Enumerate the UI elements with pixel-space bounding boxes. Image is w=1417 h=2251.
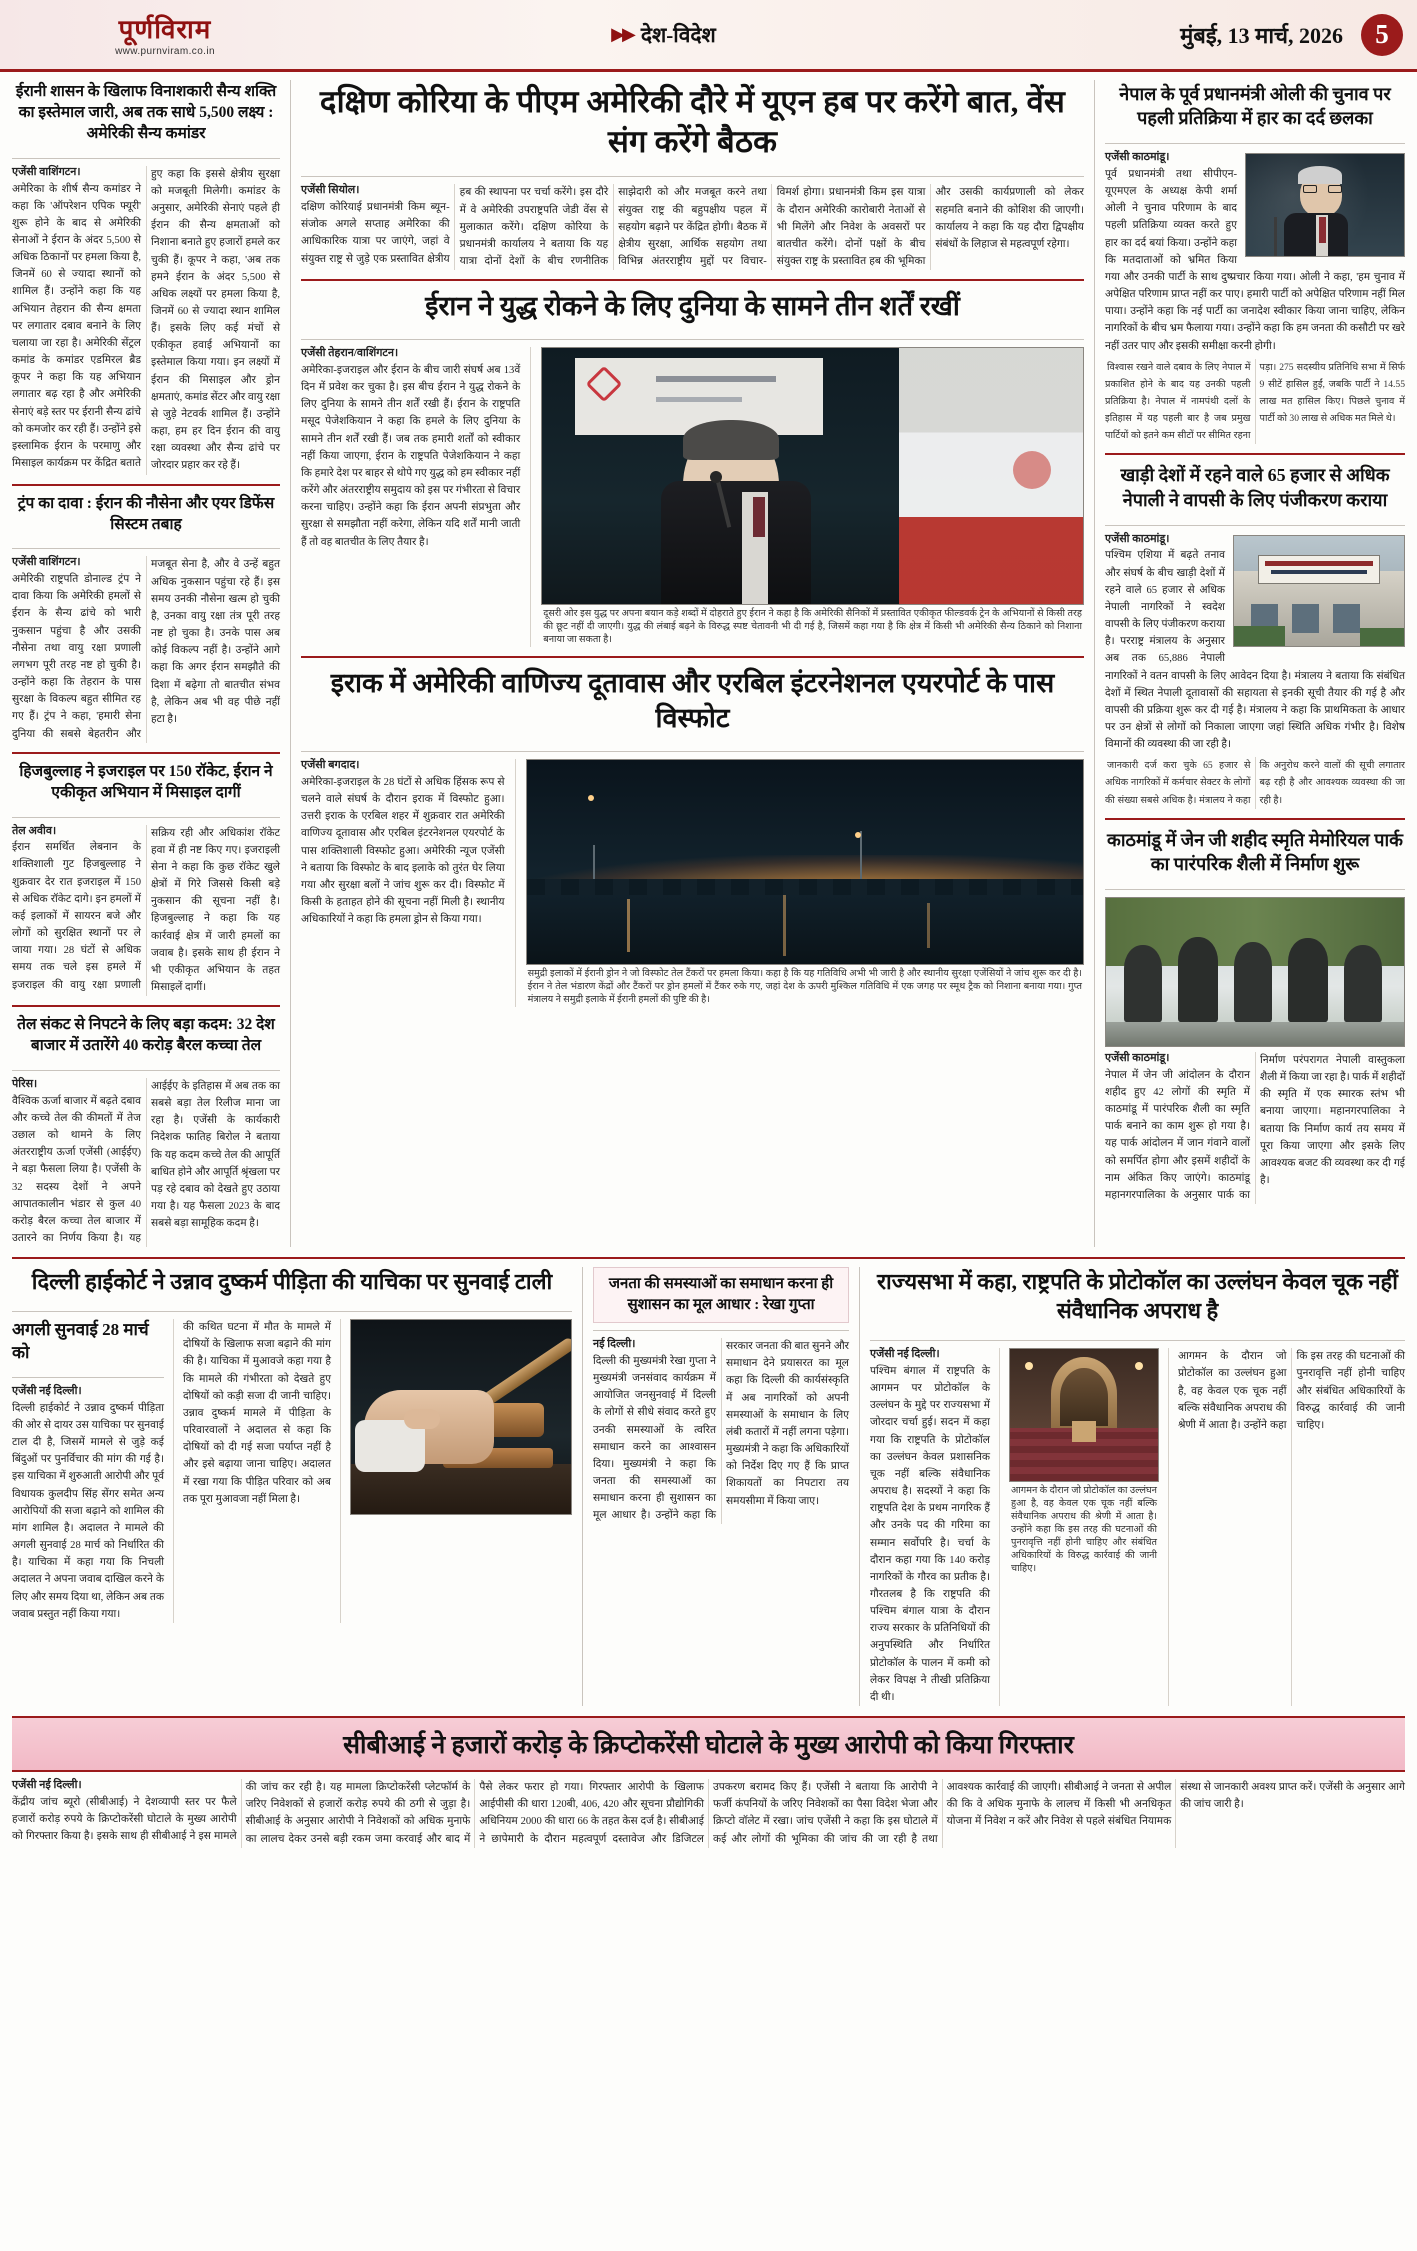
- body-text: पूर्व प्रधानमंत्री तथा सीपीएन-यूएमएल के अध्यक्ष केपी शर्मा ओली ने चुनाव परिणाम के बाद पहली प्रतिक्रिया व्यक्त करते हुए हार का दर्द बयां किया। उन्होंने कहा कि मतदाताओं को भ्रमित किया गया और उनकी पार्टी के साथ दुष्प्रचार किया गया। ओली ने कहा, 'हम चुनाव में अपेक्षित परिणाम प्राप्त नहीं कर पाए। हमारी पार्टी को अपेक्षित परिणाम नहीं मिल पाया। उन्होंने कहा कि नई पार्टी का जनादेश स्वीकार किया जाना चाहिए, लेकिन नागरिकों के बीच भ्रम फैलाया गया। उन्होंने कहा कि हम जनता की कसौटी पर खरे नहीं उतर पाए और इसकी समीक्षा करनी होगी।: [1105, 168, 1405, 352]
- quote-text: जनता की समस्याओं का समाधान करना ही सुशासन का मूल आधार : रेखा गुप्ता: [608, 1276, 834, 1314]
- lead-headline: दक्षिण कोरिया के पीएम अमेरिकी दौरे में यूएन हब पर करेंगे बात, वेंस संग करेंगे बैठक: [319, 84, 1066, 159]
- newspaper-website: www.purnviram.co.in: [115, 45, 215, 57]
- article-delhi-hc: [12, 1267, 572, 1706]
- headline: तेल संकट से निपटने के लिए बड़ा कदम: 32 देश बाजार में उतारेंगे 40 करोड़ बैरल कच्चा तेल: [17, 1016, 275, 1055]
- masthead-meta: [997, 0, 1417, 69]
- agency-dateline: पेरिस।: [12, 1077, 38, 1090]
- section-title: देश-विदेश: [640, 22, 716, 47]
- headline: दिल्ली हाईकोर्ट ने उन्नाव दुष्कर्म पीड़िता की याचिका पर सुनवाई टाली: [31, 1269, 553, 1295]
- photo-caption: विश्वास रखने वाले दबाव के लिए नेपाल में प्रकाशित होने के बाद यह उनकी पहली प्रतिक्रिया है। नेपाल में नामपंथी दलों के इतिहास में यह पहली बार है जब प्रमुख पार्टियों को इतने कम सीटों पर सीमित रहना पड़ा। 275 सदस्यीय प्रतिनिधि सभा में सिर्फ 9 सीटें हासिल हुईं, जबकि पार्टी ने 14.55 लाख मत हासिल किए। पिछले चुनाव में पार्टी को 30 लाख से अधिक मत मिले थे।: [1105, 361, 1405, 442]
- headline: ट्रंप का दावा : ईरान की नौसेना और एयर डिफेंस सिस्टम तबाह: [17, 494, 275, 533]
- article-body-left: [301, 347, 520, 647]
- photo-night-explosion: [526, 759, 1084, 965]
- banner-article-body: [12, 1772, 1405, 1848]
- article-body: [12, 1078, 280, 1247]
- headline: काठमांडू में जेन जी शहीद स्मृति मेमोरियल पार्क का पारंपरिक शैली में निर्माण शुरू: [1107, 829, 1403, 874]
- body-text: अमेरिका-इजराइल और ईरान के बीच जारी संघर्ष अब 13वें दिन में प्रवेश कर चुका है। इस बीच ईरान ने युद्ध रोकने के लिए दुनिया के सामने तीन शर्तें रखी हैं। ईरान के राष्ट्रपति मसूद पेजेशकियान ने कहा कि हमले के लिए दुनिया के सामने तीन शर्तें रखी हैं। जब तक हमारी शर्तों को स्वीकार नहीं किया जाएगा, ईरान के राष्ट्रपति पेजेशकियान ने कहा कि हमारे देश पर बाहर से थोपे गए युद्ध को हम स्वीकार नहीं करेंगे और अंतरराष्ट्रीय समुदाय को इस पर गंभीरता से विचार करना चाहिए। उन्होंने कहा कि ईरान अपनी संप्रभुता और सुरक्षा से समझौता नहीं करेगा, लेकिन यदि शर्तें मानी जाती हैं तो वह बातचीत के लिए तैयार है।: [301, 364, 521, 548]
- banner-cbi-crypto: [12, 1716, 1405, 1772]
- photo-caption: दूसरी ओर इस युद्ध पर अपना बयान कड़े शब्दों में दोहराते हुए ईरान ने कहा है कि अमेरिकी सैनिकों में प्रस्तावित एकीकृत फील्डवर्क ट्रेन के अभियानों से किसी तरह की छूट नहीं दी जाएगी। युद्ध की लंबाई बढ़ने के विरुद्ध स्पष्ट चेतावनी भी दी गई है, जिसमें कहा गया है कि क्षेत्र में किसी भी अमेरिकी सैन्य ठिकाने को निशाना बनाया जा सकता है।: [543, 608, 1082, 646]
- top-section: [12, 80, 1405, 1247]
- page-number-badge: 5: [1361, 14, 1403, 56]
- article-body-left: [301, 759, 505, 1007]
- banner-headline: सीबीआई ने हजारों करोड़ के क्रिप्टोकरेंसी घोटाले के मुख्य आरोपी को किया गिरफ्तार: [343, 1732, 1074, 1760]
- article-body-left: [12, 1319, 164, 1623]
- body-text: ईरान समर्थित लेबनान के शक्तिशाली गुट हिजबुल्लाह ने शुक्रवार देर रात इजराइल में 150 से अधिक रॉकेट दागे। इन हमलों में कई इलाकों में सायरन बजे और लोगों को सुरक्षित स्थानों पर ले जाया गया। 28 घंटों से अधिक समय तक चले इस हमले में इजराइल की वायु रक्षा प्रणाली सक्रिय रही और अधिकांश रॉकेट हवा में ही नष्ट किए गए। इजराइली सेना ने कहा कि कुछ रॉकेट खुले क्षेत्रों में गिरे जिससे किसी बड़े नुकसान की सूचना नहीं है। हिजबुल्लाह ने कहा कि यह कार्रवाई क्षेत्र में जारी हमलों का जवाब है। इसके साथ ही ईरान ने भी एकीकृत अभियान के तहत मिसाइलें दागीं।: [12, 827, 280, 993]
- photo-block: [526, 759, 1084, 1007]
- bottom-section: [12, 1267, 1405, 1706]
- agency-dateline: एजेंसी नई दिल्ली।: [870, 1348, 940, 1361]
- photo-caption: जानकारी दर्ज करा चुके 65 हजार से अधिक नागरिकों में कर्मचार सेक्टर के लोगों की संख्या सबसे अधिक है। मंत्रालय ने कहा कि अनुरोध करने वालों की सूची लगातार बढ़ रही है और आवश्यक व्यवस्था की जा रही है।: [1105, 760, 1405, 806]
- agency-dateline: नई दिल्ली।: [593, 1338, 636, 1351]
- agency-dateline: एजेंसी सियोल।: [301, 184, 360, 197]
- agency-dateline: एजेंसी बगदाद।: [301, 759, 360, 772]
- photo-oli-portrait: [1245, 153, 1405, 257]
- masthead: [0, 0, 1417, 72]
- body-text: अमेरिका के शीर्ष सैन्य कमांडर ने कहा कि 'ऑपरेशन एपिक फ्यूरी' शुरू होने के बाद से अमेरिकी सेनाओं ने ईरान के अंदर 5,500 से अधिक ठिकानों पर हमला किया है, जिनमें 60 से ज्यादा स्थानों को शामिल हैं। उन्होंने कहा कि यह अभियान तेहरान की सैन्य क्षमता पर लगातार दबाव बनाने के लिए चलाया जा रहा है। अमेरिकी सेंट्रल कमांड के कमांडर एडमिरल ब्रैड कूपर ने कहा कि यह अभियान लगातार बढ़ रहा है और अमेरिकी सेनाएं बड़े स्तर पर ईरानी सैन्य ढांचे को कमजोर कर रही हैं। उन्होंने इसे इस्लामिक ईरान के परमाणु और मिसाइल कार्यक्रम पर केंद्रित बताते हुए कहा कि इससे क्षेत्रीय सुरक्षा को मजबूती मिलेगी। कमांडर के अनुसार, अमेरिकी सेनाएं पहले ही ईरान की सैन्य क्षमताओं को निशाना बनाते हुए हजारों हमले कर चुकी हैं। कूपर ने कहा, 'अब तक हमने ईरान के अंदर 5,500 से अधिक लक्ष्यों पर हमला किया है, जिनमें 60 से ज्यादा स्थान शामिल हैं। इसके लिए कई मंचों से एकीकृत हवाई अभियानों का इस्तेमाल किया गया। इन लक्ष्यों में ईरान की मिसाइल और ड्रोन क्षमताएं, कमांड सेंटर और वायु रक्षा से जुड़े नेटवर्क शामिल हैं। उन्होंने कहा, हम हर दिन ईरान की वायु रक्षा व्यवस्था और सैन्य ढांचे पर जोरदार प्रहार कर रहे हैं।: [12, 168, 280, 472]
- body-text: पश्चिम एशिया में बढ़ते तनाव और संघर्ष के बीच खाड़ी देशों में रहने वाले 65 हजार से अधिक नेपाली नागरिकों ने स्वदेश वापसी के लिए पंजीकरण कराया है। परराष्ट्र मंत्रालय के अनुसार अब तक 65,886 नेपाली नागरिकों ने वतन वापसी के लिए आवेदन दिया है। मंत्रालय ने बताया कि संबंधित देशों में स्थित नेपाली दूतावासों की सहायता से इनकी सूची तैयार की गई है और वापसी की प्रक्रिया शुरू कर दी गई है। मंत्रालय ने कहा कि प्राथमिकता के आधार पर उन क्षेत्रों से लोगों को निकाला जाएगा जहां स्थिति अधिक गंभीर है। विशेष विमानों की व्यवस्था की जा रही है।: [1105, 550, 1405, 751]
- dateline: मुंबई, 13 मार्च, 2026: [1180, 22, 1343, 48]
- article-body: [593, 1338, 849, 1524]
- headline: ईरानी शासन के खिलाफ विनाशकारी सैन्य शक्ति का इस्तेमाल जारी, अब तक साधे 5,500 लक्ष्य : अमेरिकी सैन्य कमांडर: [15, 83, 277, 142]
- headline: खाड़ी देशों में रहने वाले 65 हजार से अधिक नेपाली ने वापसी के लिए पंजीकरण कराया: [1120, 465, 1390, 510]
- photo-caption: आगमन के दौरान जो प्रोटोकॉल का उल्लंघन हुआ है, वह केवल एक चूक नहीं बल्कि संवैधानिक अपराध की श्रेणी में आता है। उन्होंने कहा कि इस तरह की घटनाओं की पुनरावृत्ति नहीं होनी चाहिए और संबंधित अधिकारियों के विरुद्ध कार्रवाई की जानी चाहिए।: [1011, 1485, 1157, 1574]
- photo-gavel: [350, 1319, 572, 1515]
- headline: इराक में अमेरिकी वाणिज्य दूतावास और एरबिल इंटरनेशनल एयरपोर्ट के पास विस्फोट: [330, 668, 1055, 734]
- photo-memorial-statues: [1105, 897, 1405, 1047]
- body-text: अमेरिकी राष्ट्रपति डोनाल्ड ट्रंप ने दावा किया कि अमेरिकी हमलों से ईरान के सैन्य ढांचे को भारी नुकसान पहुंचा है और उसकी नौसेना तथा वायु रक्षा प्रणाली लगभग पूरी तरह नष्ट हो चुकी है। उन्होंने कहा कि तेहरान के पास सुरक्षा के विकल्प बहुत सीमित रह गए हैं। ट्रंप ने कहा, 'हमारी सेना दुनिया की सबसे बेहतरीन और मजबूत सेना है, और वे उन्हें बहुत अधिक नुकसान पहुंचा रहे हैं। इस समय उनकी नौसेना खत्म हो चुकी है, उनका वायु रक्षा तंत्र पूरी तरह नष्ट हो चुका है। उनके पास अब कोई विकल्प नहीं है। उन्होंने आगे कहा कि अगर ईरान समझौते की दिशा में बढ़ेगा तो बातचीत संभव है, लेकिन अब भी वह पीछे नहीं हटा है।: [12, 559, 280, 740]
- body-text: पश्चिम बंगाल में राष्ट्रपति के आगमन पर प्रोटोकॉल के उल्लंघन के मुद्दे पर राज्यसभा में जोरदार चर्चा हुई। सदन में कहा गया कि राष्ट्रपति के प्रोटोकॉल का उल्लंघन केवल प्रशासनिक चूक नहीं बल्कि संवैधानिक अपराध है। सदस्यों ने कहा कि राष्ट्रपति देश के प्रथम नागरिक हैं और उनके पद की गरिमा का सम्मान सर्वोपरि है। चर्चा के दौरान कहा गया कि 140 करोड़ नागरिकों के गौरव का प्रतीक है। गौरतलब है कि राष्ट्रपति की पश्चिम बंगाल यात्रा के दौरान राज्य सरकार के प्रतिनिधियों की अनुपस्थिति और निर्धारित प्रोटोकॉल के पालन में कमी को लेकर विपक्ष ने तीखी प्रतिक्रिया दी थी।: [870, 1365, 990, 1703]
- article-trump-claim: [12, 494, 280, 743]
- body-text: आगमन के दौरान जो प्रोटोकॉल का उल्लंघन हुआ है, वह केवल एक चूक नहीं बल्कि संवैधानिक अपराध की श्रेणी में आता है। उन्होंने कहा कि इस तरह की घटनाओं की पुनरावृत्ति नहीं होनी चाहिए और संबंधित अधिकारियों के विरुद्ध कार्रवाई की जानी चाहिए।: [1178, 1351, 1405, 1431]
- sub-headline: अगली सुनवाई 28 मार्च को: [12, 1320, 149, 1363]
- article-body: [1105, 1052, 1405, 1204]
- photo-block: [541, 347, 1084, 647]
- article-rajya-sabha: [870, 1267, 1405, 1706]
- agency-dateline: एजेंसी काठमांडू।: [1105, 532, 1170, 545]
- headline: हिजबुल्लाह ने इजराइल पर 150 रॉकेट, ईरान ने एकीकृत अभियान में मिसाइल दागीं: [19, 762, 273, 801]
- article-body: [1105, 151, 1405, 444]
- article-body-col1: [870, 1348, 990, 1706]
- article-oil-release: [12, 1015, 280, 1247]
- article-body: [1105, 533, 1405, 809]
- article-body: [12, 166, 280, 475]
- agency-dateline: एजेंसी तेहरान/वाशिंगटन।: [301, 347, 399, 360]
- body-text-wrap: [12, 1385, 164, 1623]
- article-body: [12, 556, 280, 742]
- agency-dateline: एजेंसी वाशिंगटन।: [12, 556, 81, 569]
- article-iraq-blast: [301, 666, 1084, 1007]
- body-text: की कथित घटना में मौत के मामले में दोषियों के खिलाफ सजा बढ़ाने की मांग की है। याचिका में मुआवजे कहा गया है कि मामले की गंभीरता को देखते हुए दोषियों को कड़ी सजा दी जानी चाहिए। उन्नाव दुष्कर्म मामले में पीड़िता के परिवारवालों ने अदालत से कहा कि दोषियों को दी गई सजा पर्याप्त नहीं है और इसे बढ़ाया जाना चाहिए। अदालत में रखा गया कि पीड़ित परिवार को अब तक पूरा मुआवजा नहीं मिला है।: [183, 1322, 331, 1505]
- agency-dateline: एजेंसी काठमांडू।: [1105, 1052, 1170, 1064]
- article-korea-pm: [301, 80, 1084, 270]
- body-text: दिल्ली हाईकोर्ट ने उन्नाव दुष्कर्म पीड़िता की ओर से दायर उस याचिका पर सुनवाई टाल दी है, जिसमें मामले से जुड़े कई बिंदुओं पर पुनर्विचार की मांग की गई है। इस याचिका में शुरुआती आरोपी और पूर्व विधायक कुलदीप सिंह सेंगर समेत अन्य आरोपियों की सजा बढ़ाने को शामिल की मांग शामिल है। अदालत ने मामले की अगली सुनवाई 28 मार्च को निर्धारित की है। याचिका में कहा गया कि निचली अदालत ने अपना जवाब दाखिल करने के लिए और समय दिया था, लेकिन अब तक जवाब प्रस्तुत नहीं किया गया।: [12, 1402, 164, 1620]
- quote-box: [593, 1267, 849, 1323]
- body-text: वैश्विक ऊर्जा बाजार में बढ़ते दबाव और कच्चे तेल की कीमतों में तेज उछाल को थामने के लिए अंतरराष्ट्रीय ऊर्जा एजेंसी (आईईए) ने बड़ा फैसला लिया है। एजेंसी के 32 सदस्य देशों ने अपने आपातकालीन भंडार से कुल 40 करोड़ बैरल कच्चा तेल बाजार में उतारने का निर्णय किया है। यह आईईए के इतिहास में अब तक का सबसे बड़ा तेल रिलीज माना जा रहा है। एजेंसी के कार्यकारी निदेशक फातिह बिरोल ने बताया कि यह कदम कच्चे तेल की आपूर्ति बाधित होने और आपूर्ति श्रृंखला पर पड़ रहे दबाव को देखते हुए उठाया गया है। यह फैसला 2023 के बाद सबसे बड़ा सामूहिक कदम है।: [12, 1080, 280, 1244]
- left-column: [12, 80, 280, 1247]
- right-column: [1105, 80, 1405, 1247]
- article-body-col3: [1178, 1348, 1405, 1706]
- article-iran-strikes: [12, 80, 280, 475]
- agency-dateline: एजेंसी काठमांडू।: [1105, 151, 1170, 164]
- masthead-section: [330, 0, 997, 69]
- photo-ministry-foreign-affairs: [1233, 535, 1405, 647]
- headline: नेपाल के पूर्व प्रधानमंत्री ओली की चुनाव पर पहली प्रतिक्रिया में हार का दर्द छलका: [1119, 84, 1391, 129]
- photo-block: [350, 1319, 572, 1623]
- article-gulf-registration: [1105, 463, 1405, 808]
- agency-dateline: एजेंसी वाशिंगटन।: [12, 165, 81, 178]
- article-hezbollah-rockets: [12, 762, 280, 996]
- article-oli-reaction: [1105, 80, 1405, 444]
- center-column: [301, 80, 1084, 1247]
- newspaper-logo: पूर्णविराम: [118, 14, 212, 44]
- body-text: नेपाल में जेन जी आंदोलन के दौरान शहीद हुए 42 लोगों की स्मृति में काठमांडू में पारंपरिक शैली का स्मृति पार्क बनाने का काम शुरू हो गया है। यह पार्क आंदोलन में जान गंवाने वालों को समर्पित होगा और इसमें शहीदों के नाम अंकित किए जाएंगे। काठमांडू महानगरपालिका के अनुसार पार्क का निर्माण परंपरागत नेपाली वास्तुकला शैली में किया जा रहा है। पार्क में शहीदों की स्मृति में एक स्मारक स्तंभ भी बनाया जाएगा। महानगरपालिका ने बताया कि निर्माण कार्य तय समय में पूरा किया जाएगा और इसके लिए आवश्यक बजट की व्यवस्था कर दी गई है।: [1105, 1055, 1405, 1201]
- body-text: अमेरिका-इजराइल के 28 घंटों से अधिक हिंसक रूप से चलने वाले संघर्ष के दौरान इराक में विस्फोट हुआ। उत्तरी इराक के एरबिल शहर में शुक्रवार रात अमेरिकी वाणिज्य दूतावास और एरबिल इंटरनेशनल एयरपोर्ट के पास शक्तिशाली विस्फोट हुआ। अमेरिकी न्यूज एजेंसी ने बताया कि विस्फोट के बाद इलाके को तुरंत घेर लिया गया और सुरक्षा बलों ने जांच शुरू कर दी। विस्फोट में किसी के हताहत होने की सूचना नहीं मिली है। स्थानीय अधिकारियों ने कहा कि हमला ड्रोन से किया गया।: [301, 776, 505, 926]
- headline: राज्यसभा में कहा, राष्ट्रपति के प्रोटोकॉल का उल्लंघन केवल चूक नहीं संवैधानिक अपराध है: [877, 1269, 1398, 1324]
- photo-block: [1009, 1348, 1159, 1706]
- photo-iran-president: [541, 347, 1084, 605]
- agency-dateline: तेल अवीव।: [12, 824, 57, 837]
- body-text: दक्षिण कोरियाई प्रधानमंत्री किम ब्यून-संजोक अगले सप्ताह अमेरिका की आधिकारिक यात्रा पर जाएंगे, जहां वे संयुक्त राष्ट्र से जुड़े एक प्रस्तावित क्षेत्रीय हब की स्थापना पर चर्चा करेंगे। इस दौरे में वे अमेरिकी उपराष्ट्रपति जेडी वेंस से मुलाकात करेंगे। दक्षिण कोरिया के प्रधानमंत्री कार्यालय ने बताया कि यह यात्रा दोनों देशों के बीच रणनीतिक साझेदारी को और मजबूत करने तथा संयुक्त राष्ट्र की बहुपक्षीय पहल में सहयोग बढ़ाने पर केंद्रित होगी। बैठक में क्षेत्रीय सुरक्षा, आर्थिक सहयोग तथा विभिन्न अंतरराष्ट्रीय मुद्दों पर विचार-विमर्श होगा। प्रधानमंत्री किम इस यात्रा के दौरान अमेरिकी कारोबारी नेताओं से भी मिलेंगे और निवेश के अवसरों पर बातचीत करेंगे। दोनों पक्षों के बीच संयुक्त राष्ट्र के प्रस्तावित हब की भूमिका और उसकी कार्यप्रणाली को लेकर सहमति बनाने की कोशिश की जाएगी। कार्यालय ने कहा कि यह दौरा द्विपक्षीय संबंधों के लिहाज से महत्वपूर्ण रहेगा।: [301, 187, 1084, 267]
- double-arrow-right-icon: ▶▶: [611, 24, 633, 44]
- agency-dateline: एजेंसी नई दिल्ली।: [12, 1779, 82, 1792]
- article-iran-conditions: [301, 289, 1084, 647]
- article-memorial-park: [1105, 828, 1405, 1204]
- body-text: केंद्रीय जांच ब्यूरो (सीबीआई) ने देशव्यापी स्तर पर फैले हजारों करोड़ रुपये के क्रिप्टोकरेंसी घोटाले के मुख्य आरोपी को गिरफ्तार किया है। इसके साथ ही सीबीआई ने इस मामले की जांच कर रही है। यह मामला क्रिप्टोकरेंसी प्लेटफॉर्म के जरिए निवेशकों से हजारों करोड़ रुपये की ठगी से जुड़ा है। सीबीआई के अनुसार आरोपी ने निवेशकों को अधिक मुनाफे का लालच देकर उनसे बड़ी रकम जमा करवाई और बाद में पैसे लेकर फरार हो गया। गिरफ्तार आरोपी के खिलाफ आईपीसी की धारा 120बी, 406, 420 और सूचना प्रौद्योगिकी अधिनियम 2000 की धारा 66 के तहत केस दर्ज है। सीबीआई ने छापेमारी के दौरान महत्वपूर्ण दस्तावेज और डिजिटल उपकरण बरामद किए हैं। एजेंसी ने बताया कि आरोपी ने फर्जी कंपनियों के जरिए निवेशकों का पैसा विदेश भेजा और क्रिप्टो वॉलेट में रखा। जांच एजेंसी ने कहा कि इस घोटाले में कई और लोगों की भूमिका की जांच की जा रही है तथा आवश्यक कार्रवाई की जाएगी। सीबीआई ने जनता से अपील की कि वे अधिक मुनाफे के लालच में किसी भी अनधिकृत योजना में निवेश न करें और निवेश से पहले संबंधित नियामक संस्था से जानकारी अवश्य प्राप्त करें। एजेंसी के अनुसार आगे की जांच जारी है।: [12, 1782, 1405, 1845]
- article-body: [301, 184, 1084, 270]
- photo-parliament-chamber: [1009, 1348, 1159, 1482]
- article-cm-janata: [593, 1267, 849, 1706]
- body-text: दिल्ली की मुख्यमंत्री रेखा गुप्ता ने मुख्यमंत्री जनसंवाद कार्यक्रम में आयोजित जनसुनवाई में दिल्ली के लोगों से सीधे संवाद करते हुए उनकी समस्याओं के त्वरित समाधान करने का आश्वासन दिया। मुख्यमंत्री ने कहा कि जनता की समस्याओं का समाधान करना ही सुशासन का मूल आधार है। उन्होंने कहा कि सरकार जनता की बात सुनने और समाधान देने प्रयासरत का मूल कहा कि दिल्ली की कार्यसंस्कृति में अब नागरिकों को अपनी समस्याओं के समाधान के लिए लंबी कतारों में नहीं लगना पड़ेगा। मुख्यमंत्री ने कहा कि अधिकारियों को निर्देश दिए गए हैं कि प्राप्त शिकायतों का निपटारा तय समयसीमा में किया जाए।: [593, 1341, 849, 1522]
- headline: ईरान ने युद्ध रोकने के लिए दुनिया के सामने तीन शर्तें रखीं: [425, 291, 960, 322]
- article-body-col2: [183, 1319, 331, 1623]
- agency-dateline: एजेंसी नई दिल्ली।: [12, 1385, 82, 1398]
- photo-caption: समुद्री इलाकों में ईरानी ड्रोन ने जो विस्फोट तेल टैंकरों पर हमला किया। कहा है कि यह गतिविधि अभी भी जारी है और स्थानीय सुरक्षा एजेंसियों ने जांच शुरू कर दी है। ईरान ने तेल भंडारण केंद्रों और टैंकरों पर ड्रोन हमलों में टैंकर रुके गए, जहां देश के ऊपरी मुश्किल गतिविधि में एक जगह पर स्मूथ ट्रैक को निशाना बनाया गया। गुप्त मंत्रालय ने समुद्री इलाके में ईरानी हमलों की पुष्टि की है।: [527, 968, 1082, 1006]
- masthead-brand: [0, 0, 330, 69]
- article-body: [12, 825, 280, 997]
